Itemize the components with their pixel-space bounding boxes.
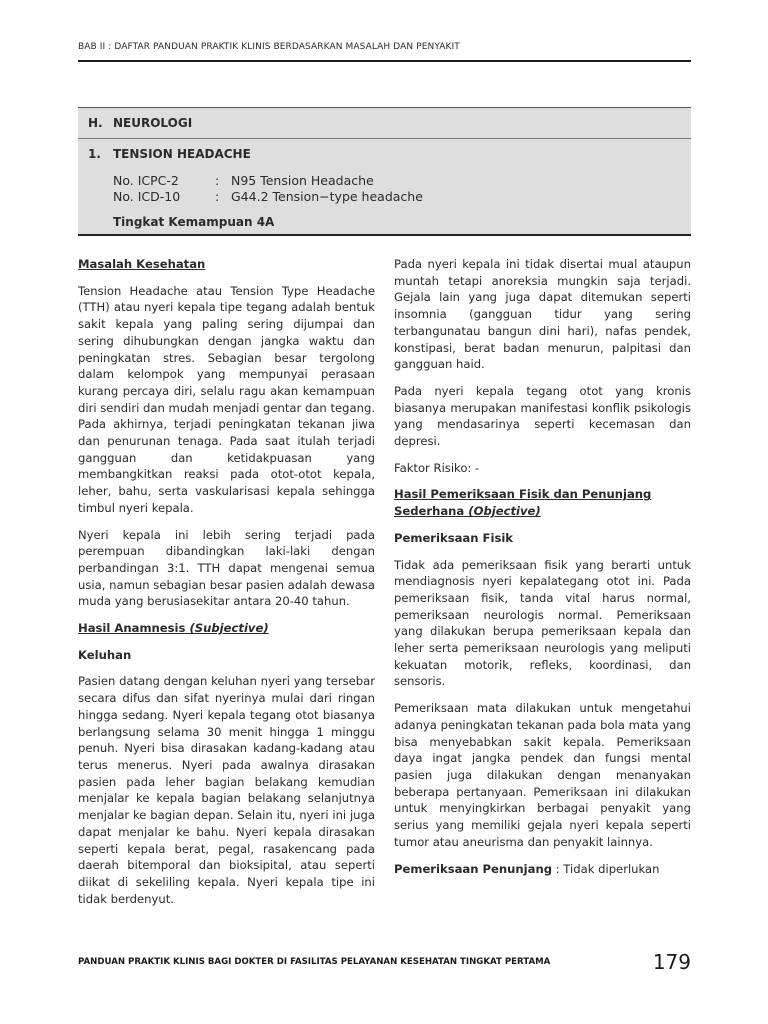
icd-separator: : [215, 189, 220, 204]
anamnesis-heading [78, 620, 375, 637]
penunjang-label: Pemeriksaan Penunjang [394, 861, 553, 876]
footer-text: PANDUAN PRAKTIK KLINIS BAGI DOKTER DI FASILITAS PELAYANAN KESEHATAN TINGKAT PERTAMA [78, 957, 551, 967]
fisik-heading: Pemeriksaan Fisik [394, 530, 514, 545]
icpc-separator: : [215, 173, 220, 188]
left-column [78, 256, 375, 917]
penunjang-value: : Tidak diperlukan [552, 861, 660, 876]
item-number: 1. [88, 147, 101, 161]
anamnesis-heading-text: Hasil Anamnesis [78, 621, 186, 636]
icd-value: G44.2 Tension−type headache [231, 189, 423, 204]
right-column [394, 256, 691, 887]
item-title: TENSION HEADACHE [113, 147, 251, 161]
pemeriksaan-heading [394, 486, 691, 519]
kronis-paragraph: Pada nyeri kepala tegang otot yang kronis biasanya merupakan manifestasi konflik psikologis yang mendasarinya seperti kecemasan dan depresi. [394, 383, 691, 449]
masalah-paragraph-2: Nyeri kepala ini lebih sering terjadi pada perempuan dibandingkan laki-laki dengan perbandingan 3:1. TTH dapat mengenai semua usia, namun sebagian besar pasien adalah dewasa muda yang berusiasekitar antara 20-40 tahun. [78, 527, 375, 609]
faktor-risiko: Faktor Risiko: - [394, 460, 480, 475]
header-rule [78, 60, 691, 62]
section-letter: H. [88, 116, 103, 130]
topic-box [78, 107, 691, 236]
competency-level: Tingkat Kemampuan 4A [113, 215, 275, 229]
fisik-paragraph-2: Pemeriksaan mata dilakukan untuk mengetahui adanya peningkatan tekanan pada bola mata yang bisa menyebabkan sakit kepala. Pemeriksaan daya ingat jangka pendek dan fungsi mental pasien juga dilakukan dengan menanyakan beberapa pertanyaan. Pemeriksaan ini dilakukan untuk menyingkirkan berbagai penyakit yang serius yang memiliki gejala nyeri kepala seperti tumor atau aneurisma dan penyakit lainnya. [394, 701, 691, 849]
icd-label: No. ICD-10 [113, 189, 181, 204]
pemeriksaan-heading-em: (Objective) [468, 504, 541, 519]
masalah-heading: Masalah Kesehatan [78, 257, 206, 271]
running-header: BAB II : DAFTAR PANDUAN PRAKTIK KLINIS BERDASARKAN MASALAH DAN PENYAKIT [78, 42, 460, 52]
icpc-label: No. ICPC-2 [113, 173, 179, 188]
page-number: 179 [652, 950, 691, 974]
keluhan-heading: Keluhan [78, 647, 132, 662]
anamnesis-heading-em: (Subjective) [189, 621, 269, 636]
keluhan-paragraph: Pasien datang dengan keluhan nyeri yang tersebar secara difus dan sifat nyerinya mulai dari ringan hingga sedang. Nyeri kepala tegang otot biasanya berlangsung selama 30 menit hingga 1 minggu penuh. Nyeri bisa dirasakan kadang-kadang atau terus menerus. Nyeri pada awalnya dirasakan pasien pada leher bagian belakang kemudian menjalar ke kepala bagian belakang selanjutnya menjalar ke bagian depan. Selain itu, nyeri ini juga dapat menjalar ke bahu. Nyeri kepala dirasakan seperti kepala berat, pegal, rasakencang pada daerah bitemporal dan bioksipital, atau seperti diikat di sekeliling kepala. Nyeri kepala tipe ini tidak berdenyut. [78, 674, 375, 906]
penunjang-line [394, 861, 691, 878]
pemeriksaan-heading-text: Hasil Pemeriksaan Fisik dan Penunjang Sederhana [394, 487, 652, 519]
fisik-paragraph-1: Tidak ada pemeriksaan fisik yang berarti untuk mendiagnosis nyeri kepalategang otot ini. Pada pemeriksaan fisik, tanda vital harus normal, pemeriksaan neurologis normal. Pemeriksaan yang dilakukan berupa pemeriksaan kepala dan leher serta pemeriksaan neurologis yang meliputi kekuatan motorik, refleks, koordinasi, dan sensoris. [394, 557, 691, 689]
masalah-paragraph-1: Tension Headache atau Tension Type Headache (TTH) atau nyeri kepala tipe tegang adalah bentuk sakit kepala yang paling sering dijumpai dan sering dihubungkan dengan jangka waktu dan peningkatan stres. Sebagian besar tergolong dalam kelompok yang mempunyai perasaan kurang percaya diri, selalu ragu akan kemampuan diri sendiri dan mudah menjadi gentar dan tegang. Pada akhirnya, terjadi peningkatan tekanan jiwa dan penurunan tenaga. Pada saat itulah terjadi gangguan dan ketidakpuasan yang membangkitkan reaksi pada otot-otot kepala, leher, bahu, serta vaskularisasi kepala sehingga timbul nyeri kepala. [78, 283, 376, 515]
gejala-paragraph: Pada nyeri kepala ini tidak disertai mual ataupun muntah tetapi anoreksia mungkin saja terjadi. Gejala lain yang juga dapat ditemukan seperti insomnia (gangguan tidur yang sering terbangunatau bangun dini hari), nafas pendek, konstipasi, berat badan menurun, palpitasi dan gangguan haid. [394, 257, 691, 372]
topic-divider [78, 138, 691, 139]
section-title: NEUROLOGI [113, 116, 193, 130]
icpc-value: N95 Tension Headache [231, 173, 374, 188]
